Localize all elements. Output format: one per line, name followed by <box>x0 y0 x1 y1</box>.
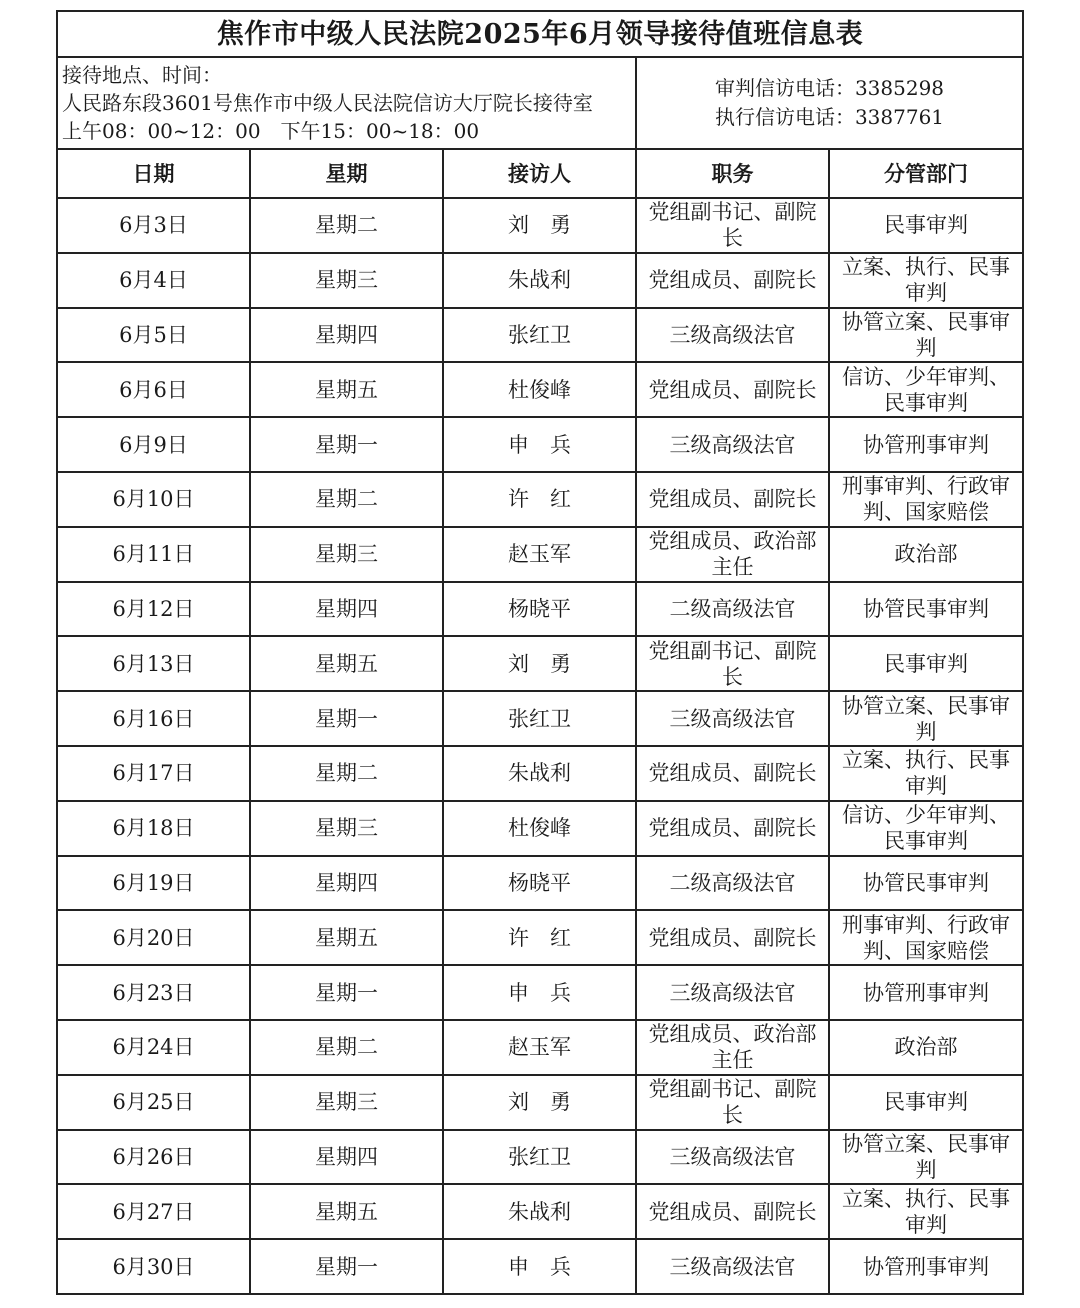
duty-schedule-sheet <box>56 10 1022 1295</box>
cell-weekday <box>250 746 443 801</box>
table-row <box>57 253 1023 308</box>
page-title: 焦作市中级人民法院2025年6月领导接待值班信息表 <box>57 11 1023 57</box>
cell-weekday <box>250 417 443 472</box>
cell-title <box>636 527 829 582</box>
cell-weekday-text: 星期三 <box>315 816 378 841</box>
trial-phone: 审判信访电话：3385298 <box>714 76 945 100</box>
table-row <box>57 1184 1023 1239</box>
cell-weekday-text: 星期五 <box>315 651 378 676</box>
cell-weekday-text: 星期三 <box>315 268 378 293</box>
cell-title <box>636 746 829 801</box>
cell-date <box>57 1184 250 1239</box>
cell-date <box>57 856 250 911</box>
cell-department <box>829 417 1023 472</box>
cell-date-text: 6月27日 <box>112 1199 195 1224</box>
cell-weekday-text: 星期二 <box>315 1035 378 1060</box>
cell-title <box>636 1184 829 1239</box>
cell-department-text: 信访、少年审判、民事审判 <box>842 803 1010 854</box>
cell-person <box>443 965 636 1020</box>
cell-person-text: 申 兵 <box>508 1254 571 1279</box>
column-header-department: 分管部门 <box>829 149 1023 198</box>
cell-department <box>829 582 1023 637</box>
cell-date <box>57 253 250 308</box>
cell-department <box>829 253 1023 308</box>
cell-weekday-text: 星期三 <box>315 542 378 567</box>
cell-date-text: 6月5日 <box>119 322 188 347</box>
cell-person-text: 杨晓平 <box>508 870 571 895</box>
table-row <box>57 308 1023 363</box>
cell-date-text: 6月3日 <box>119 213 188 238</box>
cell-weekday-text: 星期一 <box>315 1254 378 1279</box>
cell-person-text: 赵玉军 <box>508 542 571 567</box>
cell-title-text: 三级高级法官 <box>669 1144 796 1169</box>
table-row <box>57 582 1023 637</box>
cell-date <box>57 1020 250 1075</box>
cell-weekday-text: 星期四 <box>315 870 378 895</box>
cell-department-text: 协管刑事审判 <box>863 1254 989 1279</box>
cell-date <box>57 965 250 1020</box>
cell-department-text: 协管刑事审判 <box>863 980 989 1005</box>
cell-date <box>57 910 250 965</box>
cell-title <box>636 308 829 363</box>
cell-department-text: 刑事审判、行政审判、国家赔偿 <box>842 474 1010 525</box>
cell-person <box>443 582 636 637</box>
execution-phone: 执行信访电话：3387761 <box>714 105 945 129</box>
cell-date-text: 6月30日 <box>112 1254 195 1279</box>
cell-weekday <box>250 527 443 582</box>
cell-date <box>57 636 250 691</box>
cell-weekday <box>250 472 443 527</box>
cell-person-text: 刘 勇 <box>508 1090 571 1115</box>
cell-person-text: 张红卫 <box>508 1144 571 1169</box>
cell-person-text: 刘 勇 <box>508 651 571 676</box>
cell-title <box>636 1130 829 1185</box>
table-row <box>57 910 1023 965</box>
cell-department-text: 民事审判 <box>884 213 968 238</box>
cell-person-text: 申 兵 <box>508 980 571 1005</box>
cell-department-text: 协管立案、民事审判 <box>842 1131 1010 1182</box>
cell-person <box>443 910 636 965</box>
cell-title-text: 党组成员、副院长 <box>648 377 817 402</box>
table-row <box>57 1130 1023 1185</box>
cell-title <box>636 198 829 253</box>
table-row <box>57 746 1023 801</box>
cell-department <box>829 691 1023 746</box>
cell-title-text: 三级高级法官 <box>669 432 796 457</box>
cell-date <box>57 308 250 363</box>
table-row <box>57 1020 1023 1075</box>
cell-date <box>57 527 250 582</box>
cell-date-text: 6月10日 <box>112 487 195 512</box>
cell-department-text: 立案、执行、民事审判 <box>842 255 1010 306</box>
cell-date <box>57 472 250 527</box>
cell-date-text: 6月26日 <box>112 1144 195 1169</box>
table-row <box>57 856 1023 911</box>
cell-title-text: 党组成员、副院长 <box>648 1199 817 1224</box>
duty-schedule-table <box>56 10 1024 1295</box>
cell-person <box>443 1184 636 1239</box>
cell-person <box>443 472 636 527</box>
cell-weekday <box>250 801 443 856</box>
cell-weekday-text: 星期二 <box>315 487 378 512</box>
cell-title <box>636 691 829 746</box>
cell-person-text: 刘 勇 <box>508 213 571 238</box>
cell-person-text: 杨晓平 <box>508 596 571 621</box>
cell-person-text: 许 红 <box>508 925 571 950</box>
cell-title <box>636 636 829 691</box>
cell-department <box>829 746 1023 801</box>
cell-department <box>829 636 1023 691</box>
cell-weekday <box>250 1130 443 1185</box>
cell-title <box>636 1239 829 1294</box>
cell-person <box>443 1239 636 1294</box>
cell-title-text: 三级高级法官 <box>669 1254 796 1279</box>
cell-title-text: 党组副书记、副院长 <box>648 638 817 689</box>
column-header-date: 日期 <box>57 149 250 198</box>
cell-person-text: 申 兵 <box>508 432 571 457</box>
cell-date <box>57 691 250 746</box>
cell-department-text: 民事审判 <box>884 651 968 676</box>
cell-title-text: 党组成员、政治部主任 <box>648 529 817 580</box>
cell-department-text: 政治部 <box>894 542 958 567</box>
cell-person-text: 杜俊峰 <box>508 816 571 841</box>
cell-person <box>443 308 636 363</box>
table-row <box>57 198 1023 253</box>
cell-date <box>57 746 250 801</box>
cell-department-text: 立案、执行、民事审判 <box>842 748 1010 799</box>
cell-department <box>829 910 1023 965</box>
cell-person <box>443 1020 636 1075</box>
cell-title-text: 党组成员、副院长 <box>648 487 817 512</box>
cell-department-text: 协管民事审判 <box>863 870 989 895</box>
cell-weekday-text: 星期四 <box>315 322 378 347</box>
cell-title-text: 党组成员、政治部主任 <box>648 1022 817 1073</box>
cell-person-text: 朱战利 <box>508 761 571 786</box>
cell-date-text: 6月24日 <box>112 1035 195 1060</box>
contact-phones <box>636 57 1023 149</box>
cell-person <box>443 801 636 856</box>
cell-weekday-text: 星期二 <box>315 213 378 238</box>
cell-person <box>443 856 636 911</box>
reception-address: 人民路东段3601号焦作市中级人民法院信访大厅院长接待室 <box>62 91 593 115</box>
cell-title <box>636 362 829 417</box>
cell-weekday-text: 星期二 <box>315 761 378 786</box>
cell-department <box>829 801 1023 856</box>
cell-person <box>443 527 636 582</box>
cell-department <box>829 1075 1023 1130</box>
table-row <box>57 801 1023 856</box>
cell-date <box>57 1239 250 1294</box>
reception-info <box>57 57 636 149</box>
cell-person <box>443 691 636 746</box>
cell-weekday-text: 星期一 <box>315 706 378 731</box>
cell-date <box>57 417 250 472</box>
cell-person <box>443 1130 636 1185</box>
cell-department <box>829 1020 1023 1075</box>
cell-date <box>57 801 250 856</box>
cell-person-text: 杜俊峰 <box>508 377 571 402</box>
cell-person-text: 朱战利 <box>508 268 571 293</box>
cell-title <box>636 801 829 856</box>
cell-weekday <box>250 856 443 911</box>
cell-date <box>57 362 250 417</box>
table-row <box>57 1075 1023 1130</box>
cell-title <box>636 965 829 1020</box>
cell-department-text: 信访、少年审判、民事审判 <box>842 364 1010 415</box>
cell-department-text: 协管刑事审判 <box>863 432 989 457</box>
cell-weekday <box>250 1184 443 1239</box>
cell-title-text: 党组成员、副院长 <box>648 761 817 786</box>
reception-label: 接待地点、时间： <box>62 63 222 87</box>
cell-weekday <box>250 253 443 308</box>
cell-weekday <box>250 1075 443 1130</box>
cell-title-text: 党组副书记、副院长 <box>648 1077 817 1128</box>
cell-title-text: 二级高级法官 <box>669 596 796 621</box>
cell-weekday <box>250 1020 443 1075</box>
cell-title-text: 三级高级法官 <box>669 980 796 1005</box>
cell-date <box>57 582 250 637</box>
cell-department-text: 刑事审判、行政审判、国家赔偿 <box>842 912 1010 963</box>
cell-person <box>443 636 636 691</box>
cell-title-text: 党组成员、副院长 <box>648 268 817 293</box>
cell-person <box>443 198 636 253</box>
table-row <box>57 362 1023 417</box>
cell-weekday <box>250 636 443 691</box>
cell-date-text: 6月12日 <box>112 596 195 621</box>
cell-department <box>829 198 1023 253</box>
cell-date-text: 6月13日 <box>112 651 195 676</box>
cell-title-text: 党组成员、副院长 <box>648 925 817 950</box>
cell-title-text: 二级高级法官 <box>669 870 796 895</box>
cell-department-text: 协管立案、民事审判 <box>842 693 1010 744</box>
cell-title <box>636 1075 829 1130</box>
cell-title-text: 三级高级法官 <box>669 322 796 347</box>
cell-weekday <box>250 910 443 965</box>
reception-hours: 上午08：00~12：00 下午15：00~18：00 <box>62 119 480 143</box>
cell-person <box>443 1075 636 1130</box>
cell-weekday <box>250 691 443 746</box>
cell-weekday <box>250 308 443 363</box>
cell-title-text: 党组成员、副院长 <box>648 816 817 841</box>
cell-weekday <box>250 965 443 1020</box>
cell-department <box>829 527 1023 582</box>
cell-department <box>829 308 1023 363</box>
cell-weekday-text: 星期四 <box>315 1144 378 1169</box>
cell-weekday-text: 星期四 <box>315 596 378 621</box>
cell-weekday-text: 星期五 <box>315 377 378 402</box>
cell-weekday-text: 星期五 <box>315 1199 378 1224</box>
cell-date <box>57 1130 250 1185</box>
cell-date-text: 6月17日 <box>112 761 195 786</box>
cell-person-text: 张红卫 <box>508 706 571 731</box>
cell-department <box>829 472 1023 527</box>
cell-weekday-text: 星期三 <box>315 1090 378 1115</box>
cell-person-text: 赵玉军 <box>508 1035 571 1060</box>
cell-title <box>636 910 829 965</box>
cell-date-text: 6月18日 <box>112 816 195 841</box>
table-header-row <box>57 149 1023 198</box>
cell-title <box>636 253 829 308</box>
cell-weekday-text: 星期一 <box>315 432 378 457</box>
cell-department-text: 民事审判 <box>884 1090 968 1115</box>
table-row <box>57 691 1023 746</box>
cell-person-text: 许 红 <box>508 487 571 512</box>
column-header-person: 接访人 <box>443 149 636 198</box>
cell-date-text: 6月6日 <box>119 377 188 402</box>
table-row <box>57 527 1023 582</box>
cell-weekday <box>250 362 443 417</box>
cell-department <box>829 362 1023 417</box>
cell-date <box>57 1075 250 1130</box>
cell-date-text: 6月4日 <box>119 268 188 293</box>
table-row <box>57 965 1023 1020</box>
cell-person <box>443 746 636 801</box>
cell-person-text: 朱战利 <box>508 1199 571 1224</box>
cell-date-text: 6月19日 <box>112 870 195 895</box>
cell-department <box>829 1239 1023 1294</box>
cell-person <box>443 362 636 417</box>
table-row <box>57 636 1023 691</box>
cell-person <box>443 417 636 472</box>
cell-date <box>57 198 250 253</box>
column-header-title: 职务 <box>636 149 829 198</box>
cell-department <box>829 965 1023 1020</box>
cell-department <box>829 856 1023 911</box>
cell-title <box>636 1020 829 1075</box>
cell-date-text: 6月20日 <box>112 925 195 950</box>
cell-title <box>636 417 829 472</box>
cell-weekday-text: 星期五 <box>315 925 378 950</box>
cell-date-text: 6月23日 <box>112 980 195 1005</box>
cell-title <box>636 856 829 911</box>
column-header-weekday: 星期 <box>250 149 443 198</box>
cell-department <box>829 1130 1023 1185</box>
table-row <box>57 1239 1023 1294</box>
cell-weekday-text: 星期一 <box>315 980 378 1005</box>
cell-department-text: 政治部 <box>894 1035 958 1060</box>
cell-date-text: 6月16日 <box>112 706 195 731</box>
cell-title <box>636 472 829 527</box>
cell-weekday <box>250 1239 443 1294</box>
table-row <box>57 417 1023 472</box>
cell-weekday <box>250 582 443 637</box>
cell-weekday <box>250 198 443 253</box>
cell-date-text: 6月25日 <box>112 1090 195 1115</box>
cell-title-text: 党组副书记、副院长 <box>648 200 817 251</box>
cell-date-text: 6月11日 <box>112 542 195 567</box>
cell-date-text: 6月9日 <box>119 432 188 457</box>
cell-department-text: 立案、执行、民事审判 <box>842 1186 1010 1237</box>
cell-title-text: 三级高级法官 <box>669 706 796 731</box>
cell-person <box>443 253 636 308</box>
table-row <box>57 472 1023 527</box>
cell-person-text: 张红卫 <box>508 322 571 347</box>
cell-department <box>829 1184 1023 1239</box>
cell-department-text: 协管民事审判 <box>863 596 989 621</box>
cell-title <box>636 582 829 637</box>
cell-department-text: 协管立案、民事审判 <box>842 309 1010 360</box>
